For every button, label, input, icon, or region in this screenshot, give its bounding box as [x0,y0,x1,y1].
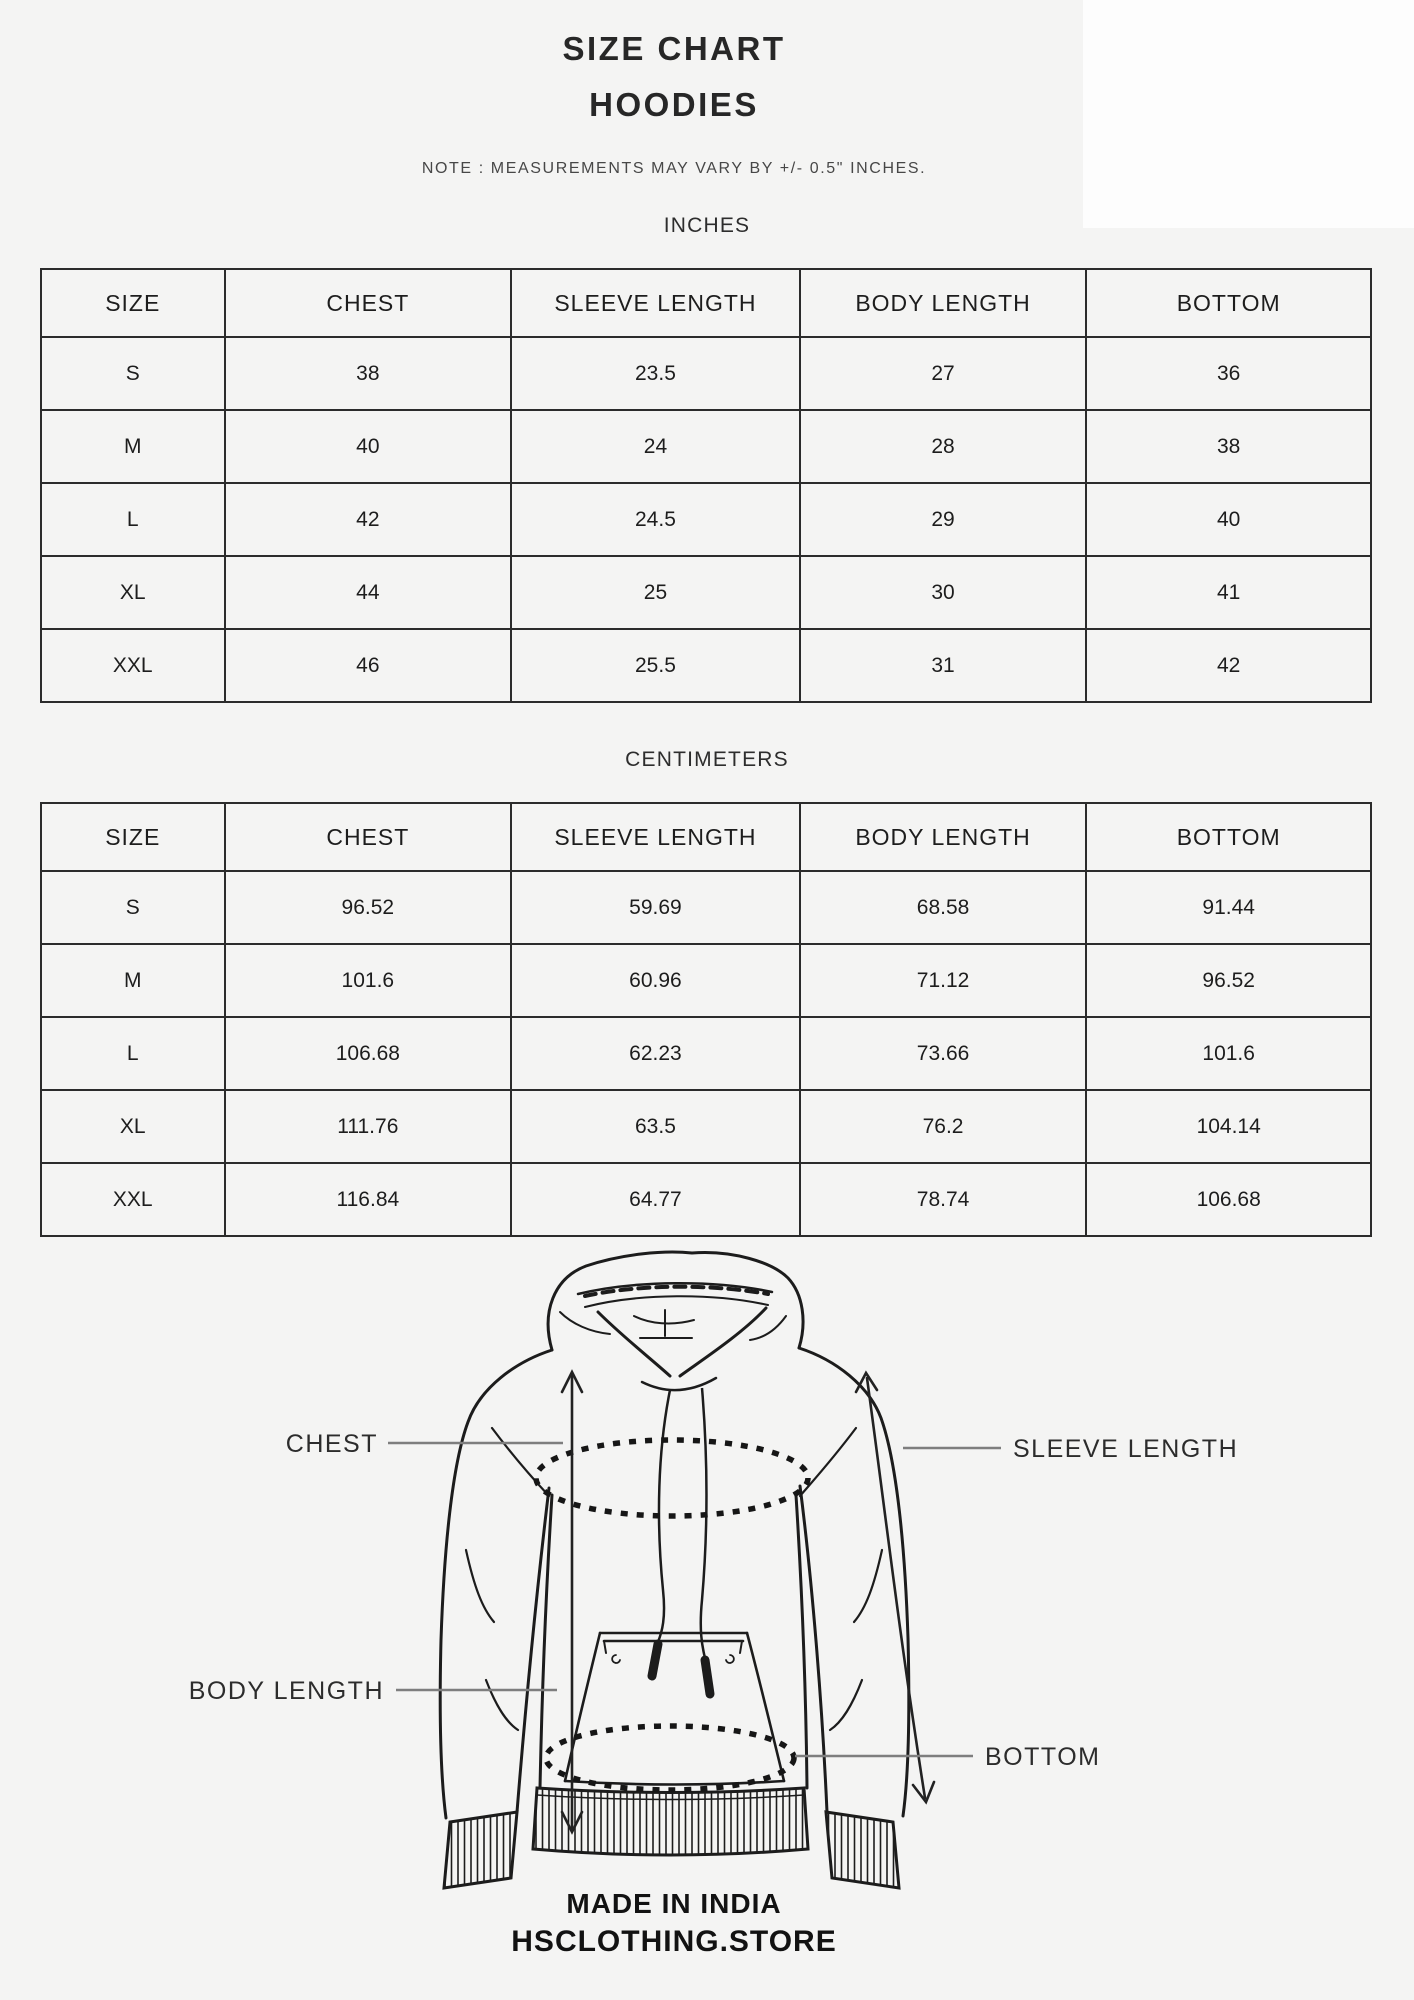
table-row [41,483,1371,556]
body-length-label: BODY LENGTH [188,1677,384,1705]
table-row [41,1017,1371,1090]
measurement-cell: 60.96 [511,944,800,1017]
footer [0,1888,1348,1959]
size-cell: XXL [41,1163,225,1236]
table-row [41,556,1371,629]
measurement-cell: 116.84 [225,1163,512,1236]
page-title: SIZE CHART [562,30,786,67]
measurement-cell: 101.6 [225,944,512,1017]
measurement-cell: 96.52 [1086,944,1371,1017]
table-row [41,944,1371,1017]
measurement-cell: 76.2 [800,1090,1087,1163]
measurement-cell: 62.23 [511,1017,800,1090]
size-cell: S [41,337,225,410]
measurement-cell: 42 [1086,629,1371,702]
measurement-cell: 73.66 [800,1017,1087,1090]
measurement-cell: 38 [1086,410,1371,483]
column-header: CHEST [225,269,512,337]
centimeters-section-label: CENTIMETERS [625,748,789,771]
table-row [41,871,1371,944]
measurement-cell: 36 [1086,337,1371,410]
page-subtitle: HOODIES [589,86,759,123]
column-header: CHEST [225,803,512,871]
measurement-cell: 106.68 [225,1017,512,1090]
hood-outline [548,1252,803,1390]
table-row [41,337,1371,410]
size-cell: XL [41,556,225,629]
left-cuff [444,1812,517,1888]
measurement-cell: 30 [800,556,1087,629]
table-row [41,629,1371,702]
measurement-cell: 40 [225,410,512,483]
chest-measure-ellipse [536,1440,808,1516]
measurement-cell: 29 [800,483,1087,556]
size-cell: L [41,1017,225,1090]
measurement-cell: 41 [1086,556,1371,629]
column-header: BODY LENGTH [800,803,1087,871]
inches-size-table [40,268,1372,703]
note-text: NOTE : MEASUREMENTS MAY VARY BY +/- 0.5" INCHES. [421,160,927,177]
column-header: BOTTOM [1086,269,1371,337]
measurement-cell: 106.68 [1086,1163,1371,1236]
size-cell: S [41,871,225,944]
measurement-cell: 63.5 [511,1090,800,1163]
inches-section-label: INCHES [663,214,751,237]
measurement-cell: 68.58 [800,871,1087,944]
measurement-cell: 101.6 [1086,1017,1371,1090]
size-cell: XL [41,1090,225,1163]
measurement-cell: 111.76 [225,1090,512,1163]
table-row [41,410,1371,483]
size-cell: XXL [41,629,225,702]
header-row [41,269,1371,337]
measurement-cell: 31 [800,629,1087,702]
body-length-arrow [562,1372,582,1832]
measurement-cell: 78.74 [800,1163,1087,1236]
waistband [533,1788,808,1855]
made-in-text: MADE IN INDIA [566,1888,782,1919]
table-row [41,1090,1371,1163]
hoodie-measurement-diagram [0,1250,1414,1898]
measurement-cell: 96.52 [225,871,512,944]
measurement-cell: 42 [225,483,512,556]
bottom-measure-ellipse [546,1726,794,1790]
column-header: SLEEVE LENGTH [511,803,800,871]
measurement-cell: 44 [225,556,512,629]
column-header: BOTTOM [1086,803,1371,871]
column-header: SLEEVE LENGTH [511,269,800,337]
measurement-cell: 23.5 [511,337,800,410]
sleeve-length-label: SLEEVE LENGTH [1013,1435,1239,1463]
measurement-cell: 40 [1086,483,1371,556]
size-cell: M [41,410,225,483]
measurement-cell: 24 [511,410,800,483]
measurement-cell: 104.14 [1086,1090,1371,1163]
size-cell: M [41,944,225,1017]
measurement-cell: 71.12 [800,944,1087,1017]
sleeve-length-arrow [856,1373,934,1802]
column-header: SIZE [41,269,225,337]
column-header: BODY LENGTH [800,269,1087,337]
measurement-cell: 59.69 [511,871,800,944]
measurement-cell: 91.44 [1086,871,1371,944]
hoodie-body-outline [440,1348,909,1818]
measurement-cell: 46 [225,629,512,702]
drawstrings [652,1388,710,1694]
size-cell: L [41,483,225,556]
column-header: SIZE [41,803,225,871]
store-url-text: HSCLOTHING.STORE [511,1925,837,1958]
chest-label: CHEST [285,1430,378,1458]
measurement-cell: 27 [800,337,1087,410]
header-row [41,803,1371,871]
measurement-cell: 25 [511,556,800,629]
kangaroo-pocket [565,1633,784,1785]
measurement-cell: 64.77 [511,1163,800,1236]
measurement-cell: 38 [225,337,512,410]
table-row [41,1163,1371,1236]
centimeters-size-table [40,802,1372,1237]
measurement-cell: 28 [800,410,1087,483]
measurement-cell: 24.5 [511,483,800,556]
measurement-cell: 25.5 [511,629,800,702]
right-cuff [826,1812,899,1888]
bottom-label: BOTTOM [985,1743,1101,1771]
